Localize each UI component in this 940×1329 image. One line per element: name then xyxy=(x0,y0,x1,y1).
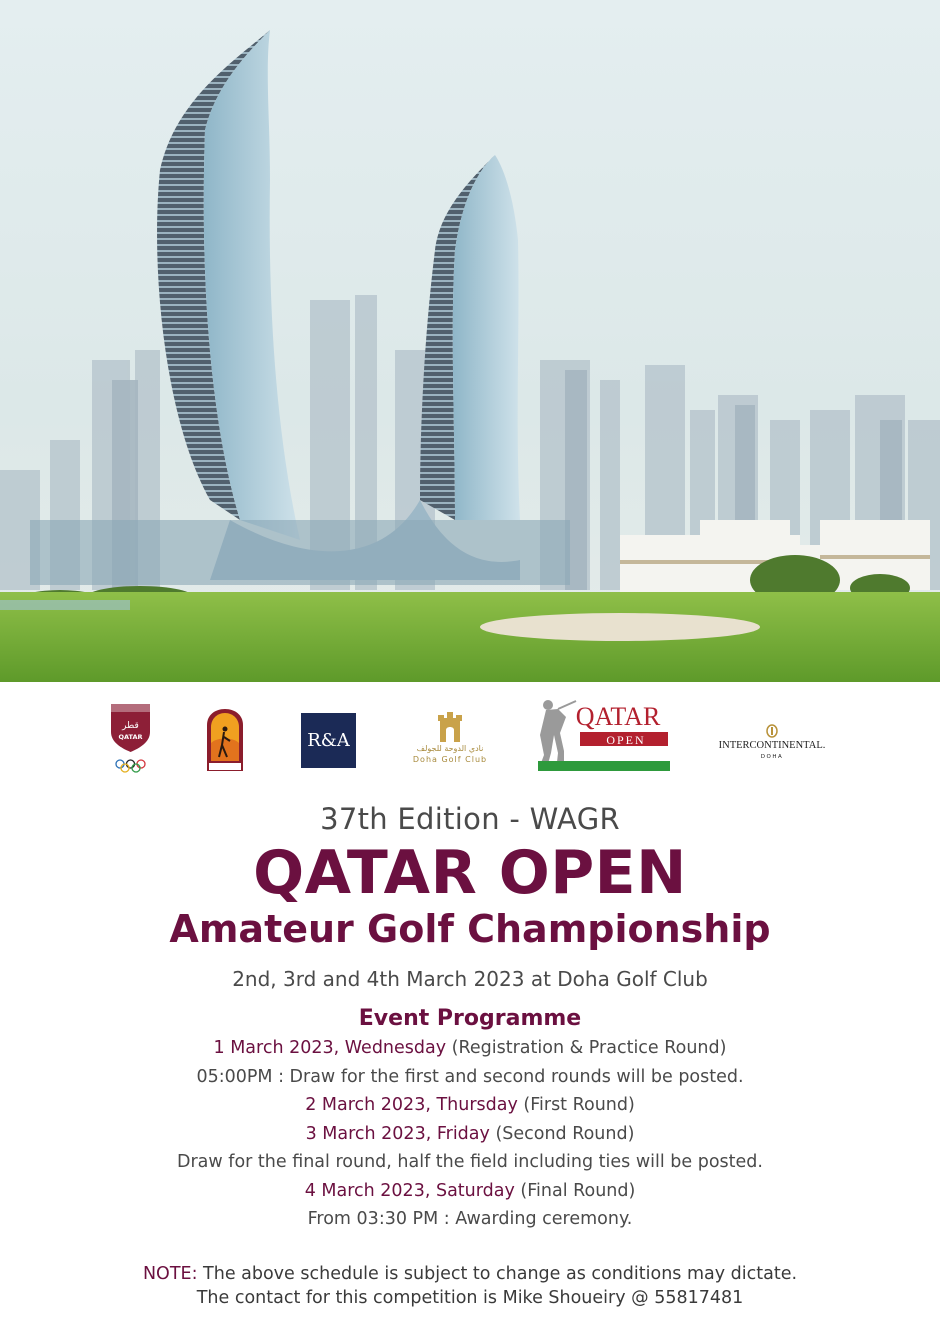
programme-day: 4 March 2023, Saturday xyxy=(304,1180,515,1201)
programme-item xyxy=(0,1177,940,1206)
programme-detail: From 03:30 PM : Awarding ceremony. xyxy=(307,1209,633,1229)
announcement xyxy=(0,795,940,1310)
programme-detail: (Second Round) xyxy=(489,1123,635,1144)
programme-item xyxy=(0,1034,940,1063)
sponsor-logos xyxy=(0,690,940,790)
programme-item xyxy=(0,1120,940,1149)
programme-day: 1 March 2023, Wednesday xyxy=(213,1038,447,1058)
schedule-note xyxy=(0,1262,940,1310)
page-title: QATAR OPEN xyxy=(253,838,687,908)
event-dates: 2nd, 3rd and 4th March 2023 at Doha Golf Club xyxy=(232,967,708,991)
intercontinental-emblem xyxy=(766,724,778,738)
programme-detail: (Final Round) xyxy=(514,1180,636,1201)
qatar-open-bottom: OPEN xyxy=(606,733,646,747)
programme-heading: Event Programme xyxy=(358,1006,582,1031)
programme-item xyxy=(0,1091,940,1120)
qatar-golf-association-logo xyxy=(205,707,245,773)
edition-text: 37th Edition - WAGR xyxy=(320,802,620,836)
qatar-open-logo xyxy=(536,695,670,777)
note-line-1: The above schedule is subject to change as conditions may dictate. xyxy=(197,1263,798,1284)
intercontinental-logo xyxy=(716,724,828,764)
programme-detail: (First Round) xyxy=(517,1095,635,1115)
randa-logo xyxy=(301,713,356,768)
ic-sub: DOHA xyxy=(760,754,784,760)
programme-day: 2 March 2023, Thursday xyxy=(305,1095,518,1115)
programme-item xyxy=(0,1063,940,1092)
dgc-arabic: نادي الدوحة للجولف xyxy=(416,744,484,753)
programme-item xyxy=(0,1148,940,1177)
qoc-arabic: قطر xyxy=(122,721,139,731)
randa-text: R&A xyxy=(307,730,350,751)
note-line-2: The contact for this competition is Mike Shoueiry @ 55817481 xyxy=(196,1287,744,1308)
programme-detail: (Registration & Practice Round) xyxy=(446,1038,727,1058)
doha-golf-club-emblem xyxy=(438,712,462,742)
programme-detail: 05:00PM : Draw for the first and second rounds will be posted. xyxy=(196,1066,744,1087)
page-subtitle: Amateur Golf Championship xyxy=(169,907,771,951)
programme-detail: Draw for the final round, half the field including ties will be posted. xyxy=(177,1152,763,1172)
programme-item xyxy=(0,1205,940,1234)
qatar-olympic-logo xyxy=(108,702,153,774)
qoc-text: QATAR xyxy=(118,733,143,741)
programme-list xyxy=(0,1034,940,1234)
ic-text: INTERCONTINENTAL. xyxy=(718,740,826,751)
dgc-text: Doha Golf Club xyxy=(412,755,488,764)
doha-golf-club-logo xyxy=(408,712,492,772)
note-label: NOTE: xyxy=(142,1263,198,1284)
qatar-open-top: QATAR xyxy=(575,702,661,731)
programme-day: 3 March 2023, Friday xyxy=(305,1123,490,1144)
